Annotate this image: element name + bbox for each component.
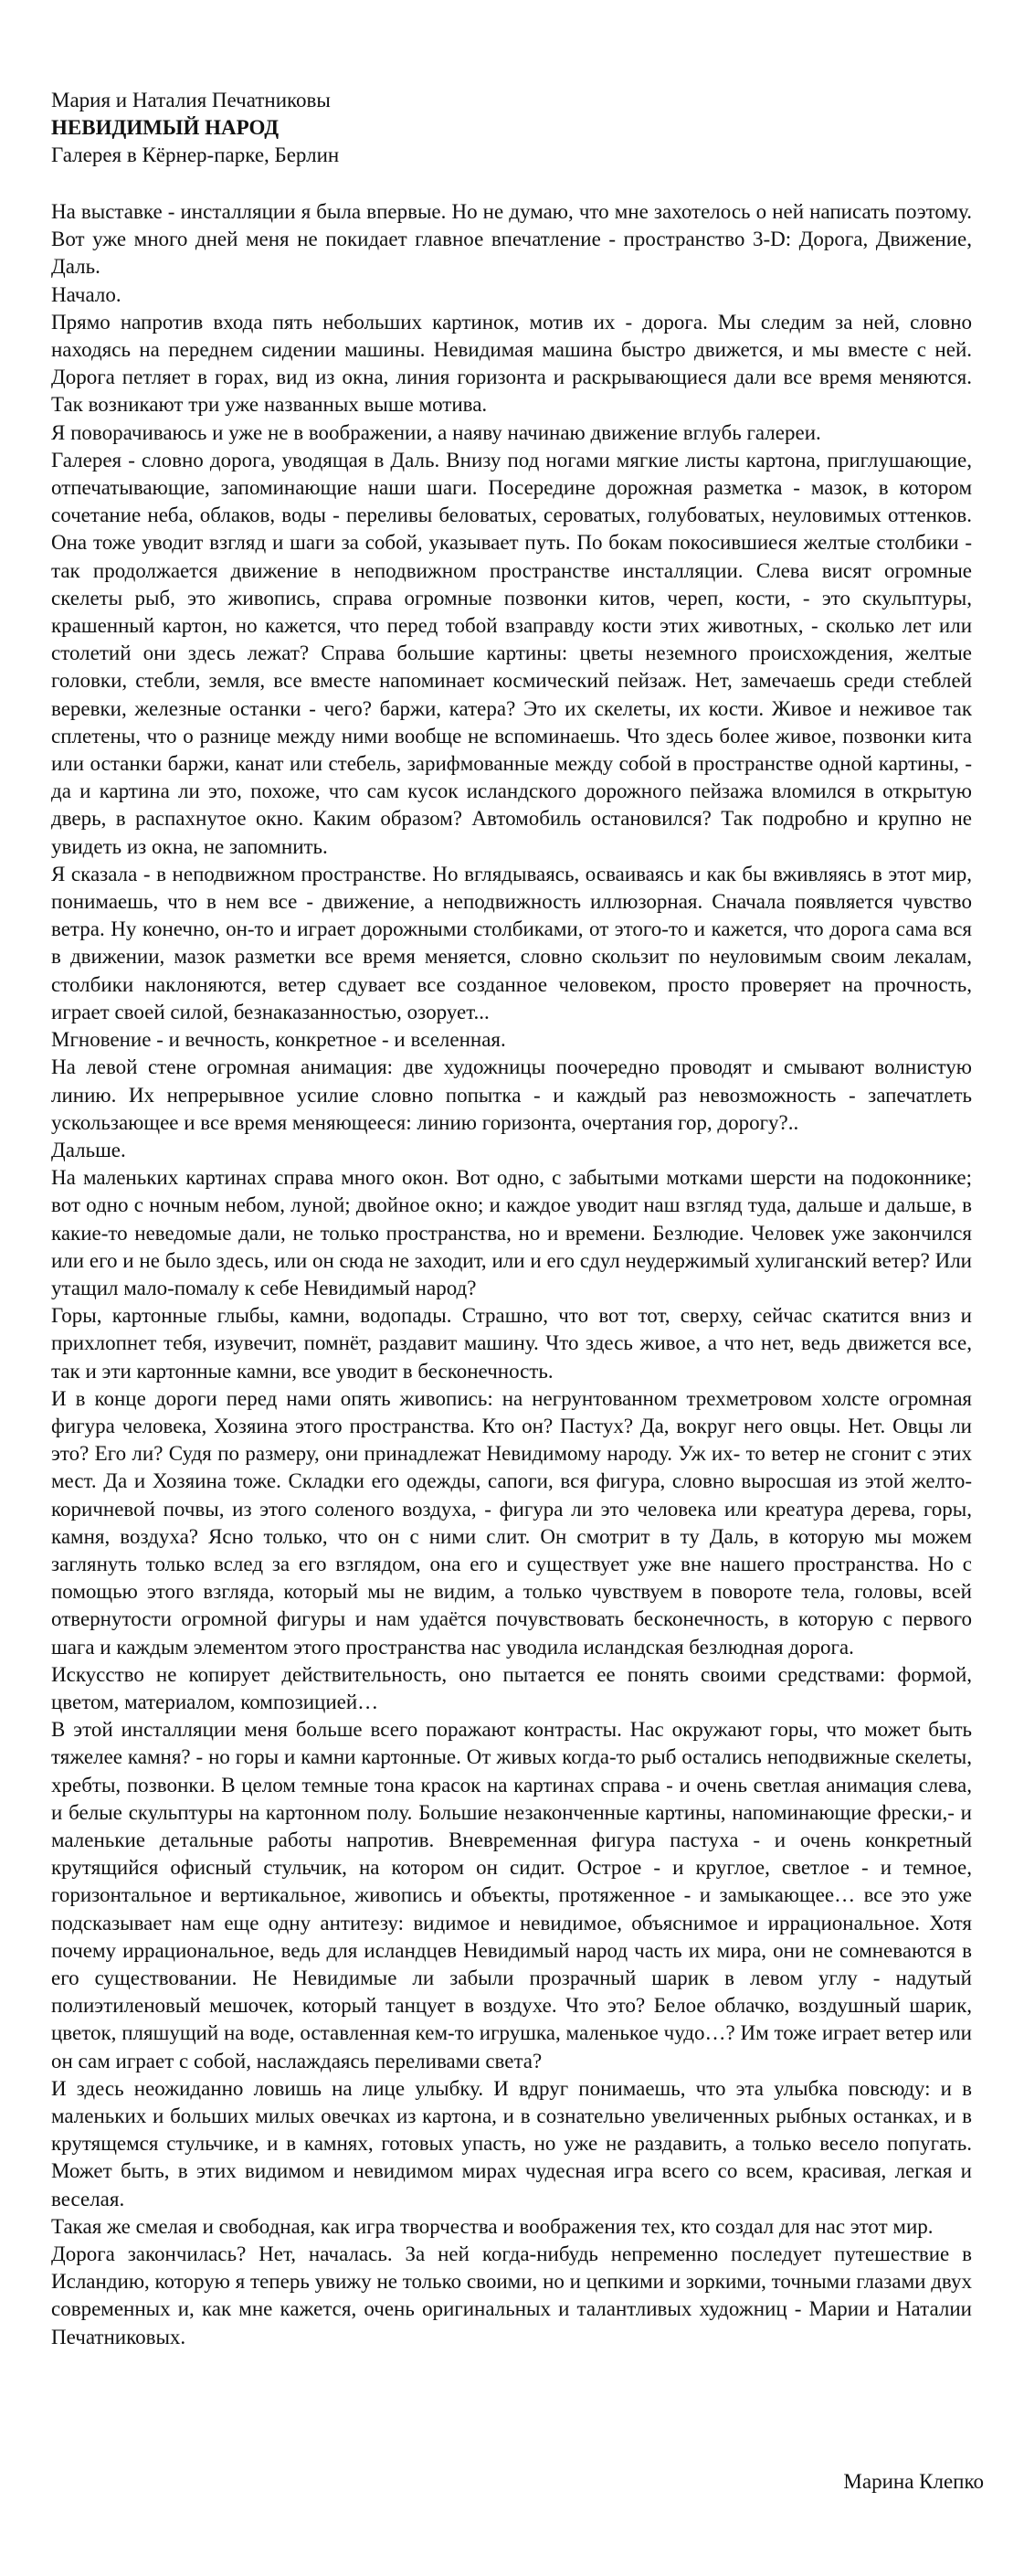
paragraph: Прямо напротив входа пять небольших картинок, мотив их - дорога. Мы следим за ней, словно находясь на переднем сидении машины. Невидимая машина быстро движется, и мы вместе с ней. Дорога петляет в горах, вид из окна, линия горизонта и раскрывающиеся дали все время меняются. Так возникают три уже названных выше мотива. bbox=[51, 310, 972, 417]
paragraph: Искусство не копирует действительность, оно пытается ее понять своими средствами: формой, цветом, материалом, композицией… bbox=[51, 1662, 972, 1713]
paragraph: Я сказала - в неподвижном пространстве. Но вглядываясь, осваиваясь и как бы вживляясь в этот мир, понимаешь, что в нем все - движение, а неподвижность иллюзорная. Сначала появляется чувство ветра. Ну конечно, он-то и играет дорожными столбиками, от этого-то и кажется, что дорога сама вся в движении, мазок разметки все время меняется, словно скользит по неуловимым своим лекалам, столбики наклоняются, ветер сдувает все созданное человеком, просто проверяет на прочность, играет своей силой, безнаказанностью, озорует... bbox=[51, 862, 972, 1023]
paragraph: На левой стене огромная анимация: две художницы поочередно проводят и смывают волнистую линию. Их непрерывное усилие словно попытка - и каждый раз невозможность - запечатлеть ускользающее и все время меняющееся: линию горизонта, очертания гор, дорогу?.. bbox=[51, 1055, 972, 1134]
document-page bbox=[51, 87, 972, 2351]
paragraph: Начало. bbox=[51, 282, 121, 306]
paragraph: Галерея - словно дорога, уводящая в Даль. Внизу под ногами мягкие листы картона, приглушающие, отпечатывающие, запоминающие наши шаги. Посередине дорожная разметка - мазок, в котором сочетание неба, облаков, воды - переливы беловатых, сероватых, голубоватых, неуловимых оттенков. Она тоже уводит взгляд и шаги за собой, указывает путь. По бокам покосившиеся желтые столбики - так продолжается движение в неподвижном пространстве инсталляции. Слева висят огромные скелеты рыб, это живопись, справа огромные позвонки китов, череп, кости, - это скульптуры, крашенный картон, но кажется, что перед тобой взаправду кости этих животных, - сколько лет или столетий они здесь лежат? Справа большие картины: цветы неземного происхождения, желтые головки, стебли, земля, все вместе напоминает космический пейзаж. Нет, замечаешь среди стеблей веревки, железные останки - чего? баржи, катера? Это их скелеты, их кости. Живое и неживое так сплетены, что о разнице между ними вообще не вспоминаешь. Что здесь более живое, позвонки кита или останки баржи, канат или стебель, зарифмованные между собой в пространстве одной картины, - да и картина ли это, похоже, что сам кусок исландского дорожного пейзажа вломился в открытую дверь, в распахнутое окно. Каким образом? Автомобиль остановился? Так подробно и крупно не увидеть из окна, не запомнить. bbox=[51, 448, 972, 858]
paragraph: На выставке - инсталляции я была впервые. Но не думаю, что мне захотелось о ней написать поэтому. Вот уже много дней меня не покидает главное впечатление - пространство 3-D: Дорога, Движение, Даль. bbox=[51, 200, 972, 279]
paragraph: В этой инсталляции меня больше всего поражают контрасты. Нас окружают горы, что может быть тяжелее камня? - но горы и камни картонные. От живых когда-то рыб остались неподвижные скелеты, хребты, позвонки. В целом темные тона красок на картинах справа - и очень светлая анимация слева, и белые скульптуры на картонном полу. Большие незаконченные картины, напоминающие фрески,- и маленькие детальные работы напротив. Вневременная фигура пастуха - и очень конкретный крутящийся офисный стульчик, на котором он сидит. Острое - и круглое, светлое - и темное, горизонтальное и вертикальное, живопись и объекты, протяженное - и замыкающее… все это уже подсказывает нам еще одну антитезу: видимое и невидимое, объяснимое и иррациональное. Хотя почему иррациональное, ведь для исландцев Невидимый народ часть их мира, они не сомневаются в его существовании. Не Невидимые ли забыли прозрачный шарик в левом углу - надутый полиэтиленовый мешочек, который танцует в воздухе. Что это? Белое облачко, воздушный шарик, цветок, пляшущий на воде, оставленная кем-то игрушка, маленькое чудо…? Им тоже играет ветер или он сам играет с собой, наслаждаясь переливами света? bbox=[51, 1718, 972, 2072]
paragraph: На маленьких картинах справа много окон. Вот одно, с забытыми мотками шерсти на подоконнике; вот одно с ночным небом, луной; двойное окно; и каждое уводит наш взгляд туда, дальше и дальше, в какие-то неведомые дали, не только пространства, но и времени. Безлюдие. Человек уже закончился или его и не было здесь, или он сюда не заходит, или и его сдул неудержимый хулиганский ветер? Или утащил мало-помалу к себе Невидимый народ? bbox=[51, 1166, 972, 1299]
paragraph: Дальше. bbox=[51, 1138, 126, 1161]
paragraph: Такая же смелая и свободная, как игра творчества и воображения тех, кто создал для нас этот мир. bbox=[51, 2214, 934, 2238]
article-body bbox=[51, 198, 972, 2351]
paragraph: И здесь неожиданно ловишь на лице улыбку. И вдруг понимаешь, что эта улыбка повсюду: и в маленьких и больших милых овечках из картона, и в сознательно увеличенных рыбных останках, и в крутящемся стульчике, и в камнях, готовых упасть, но уже не раздавить, а только весело попугать. Может быть, в этих видимом и невидимом мирах чудесная игра всего со всем, красивая, легкая и веселая. bbox=[51, 2076, 972, 2210]
document-title: НЕВИДИМЫЙ НАРОД bbox=[51, 116, 280, 139]
document-header bbox=[51, 87, 972, 169]
author-signature: Марина Клепко bbox=[843, 2470, 984, 2493]
paragraph: Дорога закончилась? Нет, началась. За ней когда-нибудь непременно последует путешествие в Исландию, которую я теперь увижу не только своими, но и цепкими и зоркими, точными глазами двух современных и, как мне кажется, очень оригинальных и талантливых художниц - Марии и Наталии Печатниковых. bbox=[51, 2242, 972, 2348]
venue-line: Галерея в Кёрнер-парке, Берлин bbox=[51, 143, 340, 166]
paragraph: Мгновение - и вечность, конкретное - и вселенная. bbox=[51, 1028, 506, 1052]
authors-line: Мария и Наталия Печатниковы bbox=[51, 89, 331, 111]
paragraph: Я поворачиваюсь и уже не в воображении, а наяву начинаю движение вглубь галереи. bbox=[51, 420, 821, 444]
paragraph: И в конце дороги перед нами опять живопись: на негрунтованном трехметровом холсте огромная фигура человека, Хозяина этого пространства. Кто он? Пастух? Да, вокруг него овцы. Нет. Овцы ли это? Его ли? Судя по размеру, они принадлежат Невидимому народу. Уж их- то ветер не сгонит с этих мест. Да и Хозяина тоже. Складки его одежды, сапоги, вся фигура, словно выросшая из этой желто-коричневой почвы, из этого соленого воздуха, - фигура ли это человека или креатура дерева, горы, камня, воздуха? Ясно только, что он с ними слит. Он смотрит в ту Даль, в которую мы можем заглянуть только вслед за его взглядом, она его и существует уже вне нашего пространства. Но с помощью этого взгляда, который мы не видим, а только чувствуем в повороте тела, головы, всей отвернутости огромной фигуры и нам удаётся почувствовать бесконечность, в которую с первого шага и каждым элементом этого пространства нас уводила исландская безлюдная дорога. bbox=[51, 1386, 972, 1659]
paragraph: Горы, картонные глыбы, камни, водопады. Страшно, что вот тот, сверху, сейчас скатится вниз и прихлопнет тебя, изувечит, помнёт, раздавит машину. Что здесь живое, а что нет, ведь движется все, так и эти картонные камни, все уводит в бесконечность. bbox=[51, 1304, 972, 1383]
